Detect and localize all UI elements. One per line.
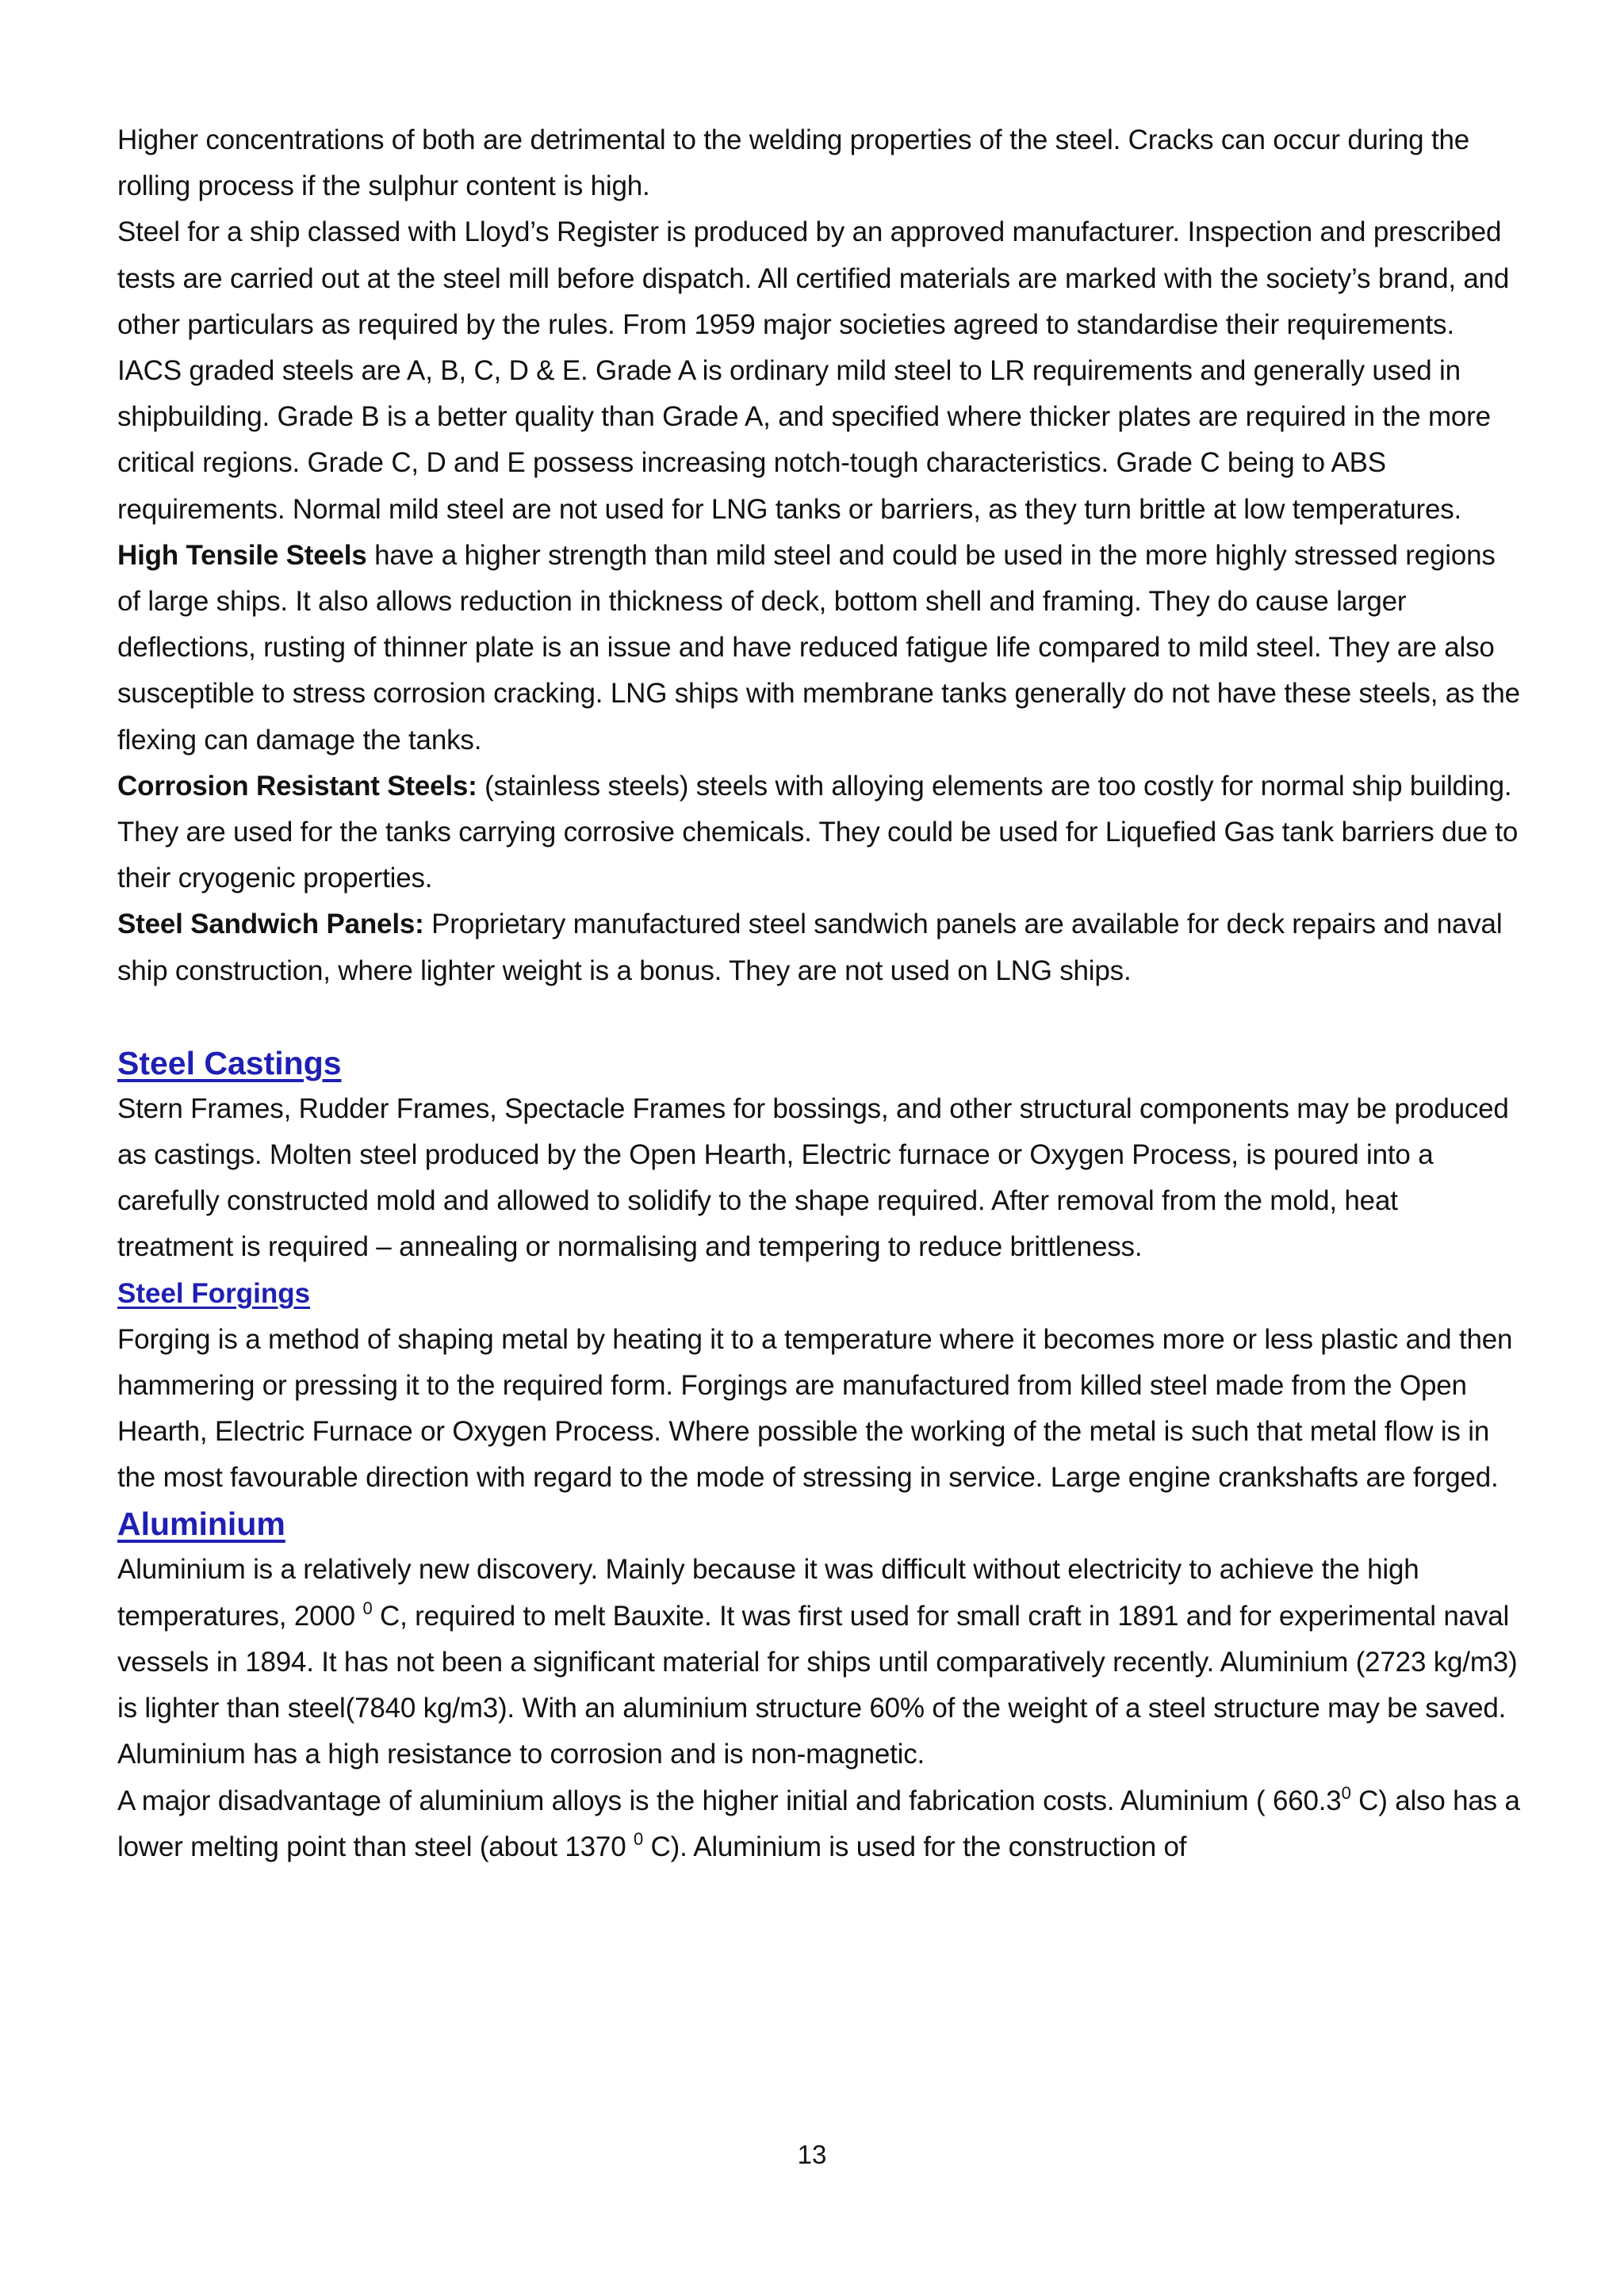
term-steel-sandwich-panels: Steel Sandwich Panels: [117, 909, 424, 940]
degree-superscript: 0 [362, 1598, 373, 1618]
paragraph-corrosion-resistant-steels [117, 763, 1521, 902]
page-body [117, 117, 1521, 1870]
paragraph-sulphur: Higher concentrations of both are detrimental to the welding properties of the steel. Cracks can occur during the rolling process if the sulphur content is high. [117, 124, 1470, 202]
text-segment: Aluminium is a relatively new discovery. Mainly because it was difficult without electricity to achieve the high temperatures, 2000 [117, 1554, 1419, 1632]
section-spacer [117, 994, 1521, 1040]
paragraph-lloyds-register: Steel for a ship classed with Lloyd’s Register is produced by an approved manufacturer. Inspection and prescribed tests are carried out at the steel mill before dispatch. All certified materials are marked with the society’s brand, and other particulars as required by the rules. From 1959 major societies agreed to standardise their requirements. IACS graded steels are A, B, C, D & E. Grade A is ordinary mild steel to LR requirements and generally used in shipbuilding. Grade B is a better quality than Grade A, and specified where thicker plates are required in the more critical regions. Grade C, D and E possess increasing notch-tough characteristics. Grade C being to ABS requirements. Normal mild steel are not used for LNG tanks or barriers, as they turn brittle at low temperatures. [117, 216, 1510, 525]
text-segment: C). Aluminium is used for the construction of [643, 1831, 1187, 1862]
paragraph-steel-sandwich-panels [117, 901, 1521, 993]
text-segment: C) also has a lower melting point than steel (about 1370 [117, 1785, 1520, 1862]
text-segment: C, required to melt Bauxite. It was first used for small craft in 1891 and for experimental naval vessels in 1894. It has not been a significant material for ships until comparatively recently. Aluminium (2723 kg/m3) is lighter than steel(7840 kg/m3). With an aluminium structure 60% of the weight of a steel structure may be saved. Aluminium has a high resistance to corrosion and is non-magnetic. [117, 1600, 1518, 1770]
paragraph-high-tensile-steels [117, 533, 1521, 763]
paragraph-aluminium-disadvantage [117, 1778, 1521, 1870]
text-steel-sandwich-panels: Proprietary manufactured steel sandwich panels are available for deck repairs and naval ship construction, where lighter weight is a bonus. They are not used on LNG ships. [117, 909, 1503, 986]
paragraph-steel-castings: Stern Frames, Rudder Frames, Spectacle Frames for bossings, and other structural components may be produced as castings. Molten steel produced by the Open Hearth, Electric furnace or Oxygen Process, is poured into a carefully constructed mold and allowed to solidify to the shape required. After removal from the mold, heat treatment is required – annealing or normalising and tempering to reduce brittleness. [117, 1093, 1509, 1263]
term-corrosion-resistant-steels: Corrosion Resistant Steels: [117, 770, 477, 802]
paragraph-aluminium-discovery [117, 1547, 1521, 1777]
heading-steel-castings: Steel Castings [117, 1044, 342, 1081]
term-high-tensile-steels: High Tensile Steels [117, 539, 367, 571]
degree-superscript: 0 [1341, 1782, 1351, 1803]
heading-aluminium: Aluminium [117, 1506, 285, 1543]
page-number: 13 [797, 2140, 827, 2169]
text-corrosion-resistant-steels: (stainless steels) steels with alloying elements are too costly for normal ship building. They are used for the tanks carrying corrosive chemicals. They could be used for Liquefied Gas tank barriers due to their cryogenic properties. [117, 770, 1519, 894]
heading-steel-forgings: Steel Forgings [117, 1277, 311, 1309]
text-high-tensile-steels: have a higher strength than mild steel and could be used in the more highly stressed regions of large ships. It also allows reduction in thickness of deck, bottom shell and framing. They do cause larger deflections, rusting of thinner plate is an issue and have reduced fatigue life compared to mild steel. They are also susceptible to stress corrosion cracking. LNG ships with membrane tanks generally do not have these steels, as the flexing can damage the tanks. [117, 539, 1520, 756]
degree-superscript: 0 [633, 1828, 644, 1849]
text-segment: A major disadvantage of aluminium alloys is the higher initial and fabrication costs. Aluminium ( 660.3 [117, 1785, 1342, 1816]
paragraph-steel-forgings: Forging is a method of shaping metal by heating it to a temperature where it becomes more or less plastic and then hammering or pressing it to the required form. Forgings are manufactured from killed steel made from the Open Hearth, Electric Furnace or Oxygen Process. Where possible the working of the metal is such that metal flow is in the most favourable direction with regard to the mode of stressing in service. Large engine crankshafts are forged. [117, 1323, 1513, 1494]
